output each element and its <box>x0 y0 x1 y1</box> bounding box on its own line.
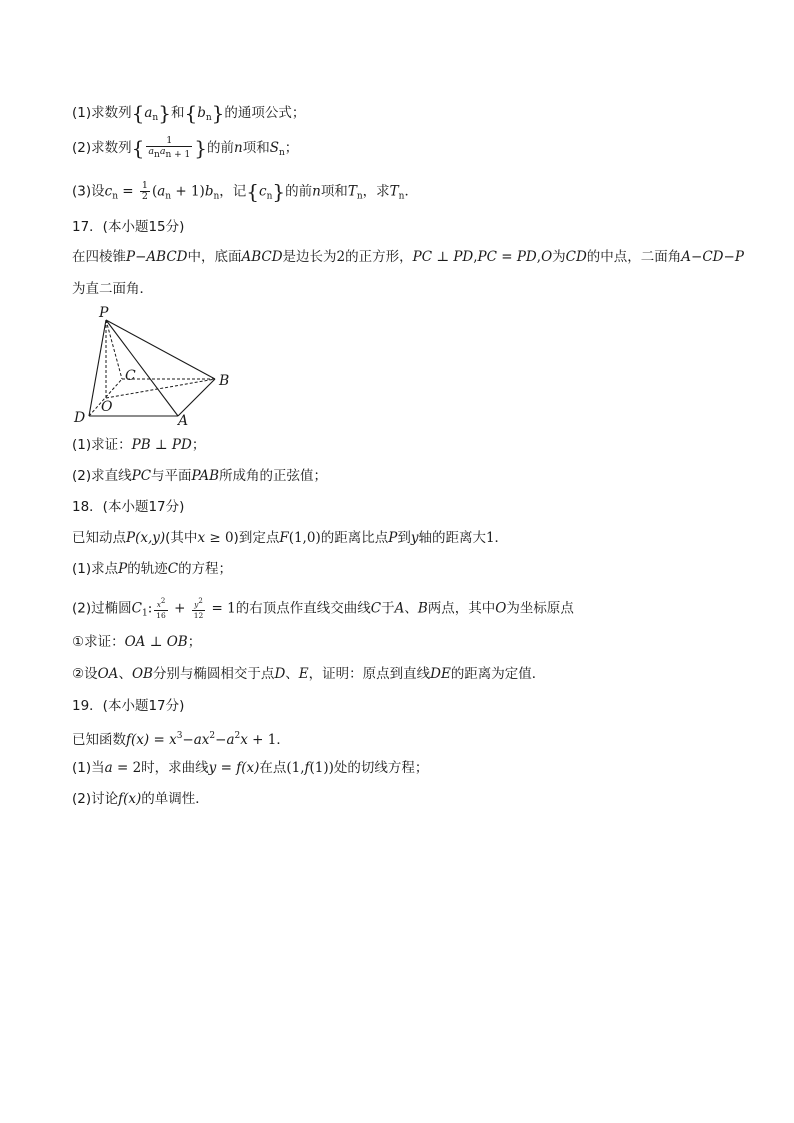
q18-part1: (1)求点P的轨迹C的方程； <box>72 561 233 577</box>
q19-stem: 已知函数$f(x) = x^3-ax^2-a^2x + 1$． <box>72 731 290 748</box>
vertex-label-C: C <box>125 368 136 384</box>
q17-part1: (1)求证：PB ⊥ PD； <box>72 437 206 453</box>
q17-part2: (2)求直线PC与平面PAB所成角的正弦值； <box>72 468 328 484</box>
q18-item1: ①求证：OA ⊥ OB； <box>72 634 202 650</box>
q18-part2: (2)过椭圆$C_1$: $\frac{x2}{16}$ + $\frac{y2}{12}$ = 1的右顶点作直线交曲线C于A、B两点，其中O为坐标原点 <box>72 597 574 620</box>
q18-item2: ②设OA、OB分别与椭圆相交于点D、E，证明：原点到直线DE的距离为定值． <box>72 666 546 682</box>
fraction: $\frac{1}{\text{anan + 1}}$ <box>148 135 191 160</box>
vertex-label-D: D <box>74 410 86 426</box>
vertex-label-A: A <box>178 413 189 429</box>
q18-stem: 已知动点P(x,y)(其中x ≥ 0)到定点F(1,0)的距离比点P到y轴的距离大1． <box>72 530 509 546</box>
vertex-label-B: B <box>219 373 230 389</box>
q19-part2: (2)讨论f(x)的单调性． <box>72 791 209 807</box>
q17-stem-line2: 为直二面角． <box>72 281 153 297</box>
q19-heading: 19．(本小题17分) <box>72 698 185 714</box>
q16-part1: (1)求数列$\{a_n\}$和$\{b_n\}$的通项公式； <box>72 101 306 125</box>
vertex-label-O: O <box>101 399 113 415</box>
q17-stem-line1: 在四棱锥P−ABCD中，底面ABCD是边长为2的正方形，PC ⊥ PD,PC = PD,O为CD的中点，二面角A−CD−P <box>72 249 744 265</box>
q17-heading: 17．(本小题15分) <box>72 219 185 235</box>
vertex-label-P: P <box>99 305 109 321</box>
pyramid-figure <box>70 302 240 430</box>
q16-part3: (3)设$c_n$ = $\frac{1}{2}$ $(a_n + 1)b_n$，记$\{c_n\}$的前n项和$T_n$，求$T_n$． <box>72 179 418 204</box>
q19-part1: (1)当a = 2时，求曲线y = f(x)在点(1,f(1))处的切线方程； <box>72 760 429 776</box>
q16-part2: (2)求数列{ $\frac{1}{\text{anan + 1}}$ }的前n项和$S_n$； <box>72 135 299 160</box>
q18-heading: 18．(本小题17分) <box>72 499 185 515</box>
